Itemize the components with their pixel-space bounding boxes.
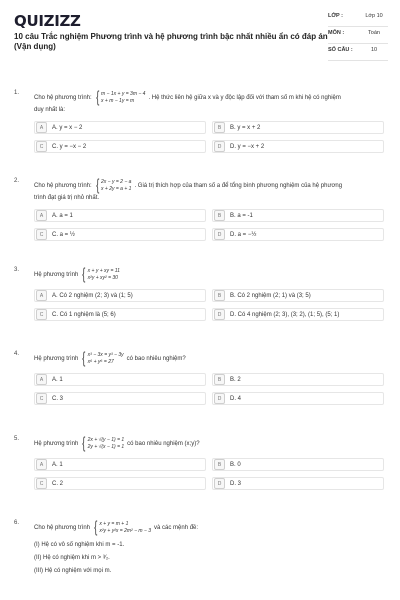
question-3 <box>14 267 386 321</box>
equation-system <box>81 267 120 283</box>
option-a[interactable]: A A. 1 <box>34 458 206 471</box>
question-text-cont: duy nhất là: <box>34 107 66 113</box>
meta-row-count <box>328 44 388 61</box>
equation-system <box>95 178 132 194</box>
question-text: có bao nhiêu nghiệm? <box>126 355 186 362</box>
question-text: . Hệ thức liên hệ giữa x và y độc lập đối với tham số m khi hệ có nghiệm <box>148 94 341 101</box>
equation-system <box>95 90 146 106</box>
question-number: 3. <box>14 267 20 273</box>
question-2 <box>14 178 386 241</box>
answer-options <box>34 121 386 153</box>
equation: x²y + y²x = 2m² − m − 3 <box>99 528 152 534</box>
equation: x + y + xy = 11 <box>87 268 120 274</box>
question-number: 2. <box>14 178 20 184</box>
meta-key: MÔN : <box>328 30 345 36</box>
option-d[interactable]: D D. y = −x + 2 <box>212 140 384 153</box>
equation: x + y = m + 1 <box>99 521 129 527</box>
equation: x + 2y = a + 1 <box>101 186 132 192</box>
option-d[interactable]: D D. a = −½ <box>212 228 384 241</box>
option-c[interactable]: C C. 2 <box>34 477 206 490</box>
equation-system <box>81 436 124 452</box>
statement-item: (I) Hệ có vô số nghiệm khi m = -1. <box>34 542 125 548</box>
page-title: 10 câu Trắc nghiệm Phương trình và hệ phương trình bậc nhất nhiều ẩn có đáp án (Vận dụng) <box>14 32 328 51</box>
question-text: có bao nhiêu nghiệm (x;y)? <box>127 440 200 447</box>
equation-system <box>93 520 151 536</box>
answer-options <box>34 458 386 490</box>
brace-icon: { <box>82 435 86 452</box>
option-c[interactable]: C C. Có 1 nghiệm là (5; 6) <box>34 308 206 321</box>
meta-key: SỐ CÂU : <box>328 47 353 53</box>
question-number: 6. <box>14 520 20 526</box>
meta-value: 10 <box>370 47 378 53</box>
equation: 2x + √(y − 1) = 1 <box>87 437 125 443</box>
question-number: 1. <box>14 90 20 96</box>
option-a[interactable]: A A. y = x − 2 <box>34 121 206 134</box>
question-text: Cho hệ phương trình: <box>34 94 92 101</box>
brace-icon: { <box>94 519 98 536</box>
option-d[interactable]: D D. 4 <box>212 392 384 405</box>
statement-item: (II) Hệ có nghiệm khi m > ³⁄₂. <box>34 555 110 561</box>
equation: 2y + √(x − 1) = 1 <box>87 444 125 450</box>
equation: m − 1x + y = 3m − 4 <box>101 91 146 97</box>
option-b[interactable]: B B. 0 <box>212 458 384 471</box>
question-text: Cho hệ phương trình <box>34 524 90 531</box>
question-text: và các mệnh đề: <box>154 524 199 531</box>
option-c[interactable]: C C. a = ½ <box>34 228 206 241</box>
question-1 <box>14 90 386 153</box>
option-a[interactable]: A A. 1 <box>34 373 206 386</box>
question-text: Cho hệ phương trình: <box>34 182 92 189</box>
answer-options <box>34 209 386 241</box>
meta-row-class <box>328 10 388 27</box>
statement-item: (III) Hệ có nghiệm với mọi m. <box>34 568 112 574</box>
option-a[interactable]: A A. Có 2 nghiệm (2; 3) và (1; 5) <box>34 289 206 302</box>
equation: x³ − 3x = y³ − 3y <box>87 352 124 358</box>
brace-icon: { <box>82 266 86 283</box>
question-text: Hệ phương trình <box>34 271 79 278</box>
option-a[interactable]: A A. a = 1 <box>34 209 206 222</box>
option-d[interactable]: D D. Có 4 nghiệm (2; 3), (3; 2), (1; 5), (5; 1) <box>212 308 384 321</box>
question-text: Hệ phương trình <box>34 440 79 447</box>
statement-list <box>34 539 386 578</box>
meta-panel <box>328 10 388 61</box>
answer-options <box>34 373 386 405</box>
brace-icon: { <box>95 177 99 194</box>
brace-icon: { <box>95 89 99 106</box>
meta-value: Lớp 10 <box>365 13 383 19</box>
meta-value: Toán <box>368 30 380 36</box>
option-d[interactable]: D D. 3 <box>212 477 384 490</box>
equation: x⁶ + y⁶ = 27 <box>87 359 114 365</box>
option-c[interactable]: C C. 3 <box>34 392 206 405</box>
equation: 2x − y = 2 − a <box>101 179 132 185</box>
meta-row-subject <box>328 27 388 44</box>
equation-system <box>81 351 123 367</box>
question-4 <box>14 351 386 405</box>
meta-key: LỚP : <box>328 13 343 19</box>
brace-icon: { <box>82 350 86 367</box>
option-b[interactable]: B B. y = x + 2 <box>212 121 384 134</box>
option-b[interactable]: B B. 2 <box>212 373 384 386</box>
question-text-cont: trình đạt giá trị nhỏ nhất. <box>34 195 100 201</box>
question-number: 5. <box>14 436 20 442</box>
question-text: . Giá trị thích hợp của tham số a để tổng bình phương nghiệm của hệ phương <box>134 182 343 189</box>
option-b[interactable]: B B. Có 2 nghiệm (2; 1) và (3; 5) <box>212 289 384 302</box>
question-number: 4. <box>14 351 20 357</box>
answer-options <box>34 289 386 321</box>
option-c[interactable]: C C. y = −x − 2 <box>34 140 206 153</box>
question-text: Hệ phương trình <box>34 355 79 362</box>
equation: x²y + xy² = 30 <box>87 275 118 281</box>
question-5 <box>14 436 386 490</box>
question-6 <box>14 520 386 578</box>
option-b[interactable]: B B. a = -1 <box>212 209 384 222</box>
equation: x + m − 1y = m <box>101 98 135 104</box>
quizizz-logo: QUIZIZZ <box>14 12 81 30</box>
